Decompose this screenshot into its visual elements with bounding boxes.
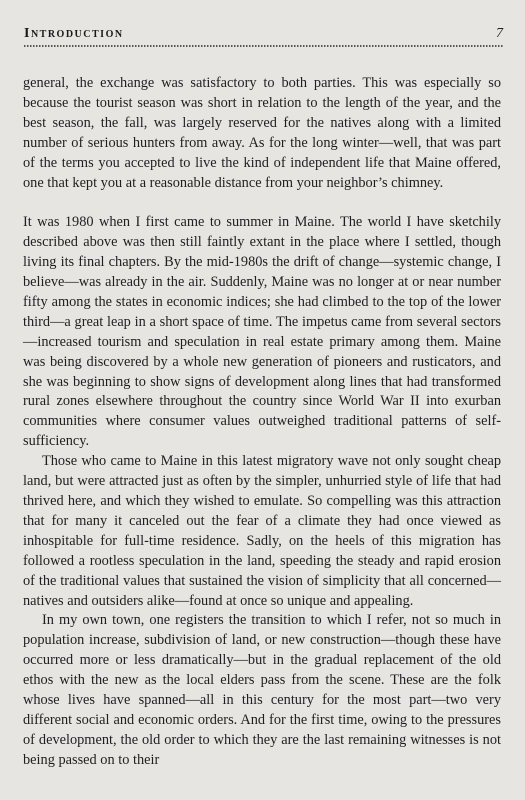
running-head — [24, 26, 503, 42]
section-title: Introduction — [24, 26, 124, 41]
paragraph-2: It was 1980 when I first came to summer in Maine. The world I have sketchily described above was then still faintly extant in the place where I settled, though living its final chapters. By the mid-1980s the drift of change—systemic change, I believe—was already in the air. Suddenly, Maine was no longer at or near number fifty among the states in economic indices; she had climbed to the top of the lower third—a great leap in a short space of time. The impetus came from several sectors—increased tourism and speculation in real estate primary among them. Maine was being discovered by a whole new generation of pioneers and rusticators, and she was beginning to show signs of development along lines that had transformed rural zones elsewhere throughout the country since World War II into exurban communities where consumer values outweighed traditional patterns of self-sufficiency. — [23, 214, 501, 450]
paragraph-4: In my own town, one registers the transition to which I refer, not so much in population increase, subdivision of land, or new construction—though these have occurred more or less dramatically—but in the gradual replacement of the old ethos with the new as the local elders pass from the scene. These are the folk whose lives have spanned—all in this century for the most part—two very different social and economic orders. And for the first time, owing to the pressures of development, the old order to which they are the last remaining witnesses is not being passed on to their — [23, 612, 501, 768]
paragraph-1: general, the exchange was satisfactory to both parties. This was especially so because the tourist season was short in relation to the length of the year, and the best season, the fall, was largely reserved for the natives along with a limited number of serious hunters from away. As for the long winter—well, that was part of the terms you accepted to live the kind of independent life that Maine offered, one that kept you at a reasonable distance from your neighbor’s chimney. — [23, 75, 501, 191]
page-number: 7 — [496, 26, 503, 41]
body-text — [23, 74, 501, 771]
header-rule — [24, 45, 503, 47]
paragraph-3: Those who came to Maine in this latest migratory wave not only sought cheap land, but were attracted just as often by the simpler, unhurried style of life that had thrived here, and which they wished to emulate. So compelling was this attraction that for many it canceled out the fear of a climate they had once viewed as inhospitable for full-time residence. Sadly, on the heels of this migration has followed a rootless speculation in the land, speeding the steady and rapid erosion of the traditional values that sustained the vision of simplicity that all concerned—natives and outsiders alike—found at once so unique and appealing. — [23, 453, 501, 609]
